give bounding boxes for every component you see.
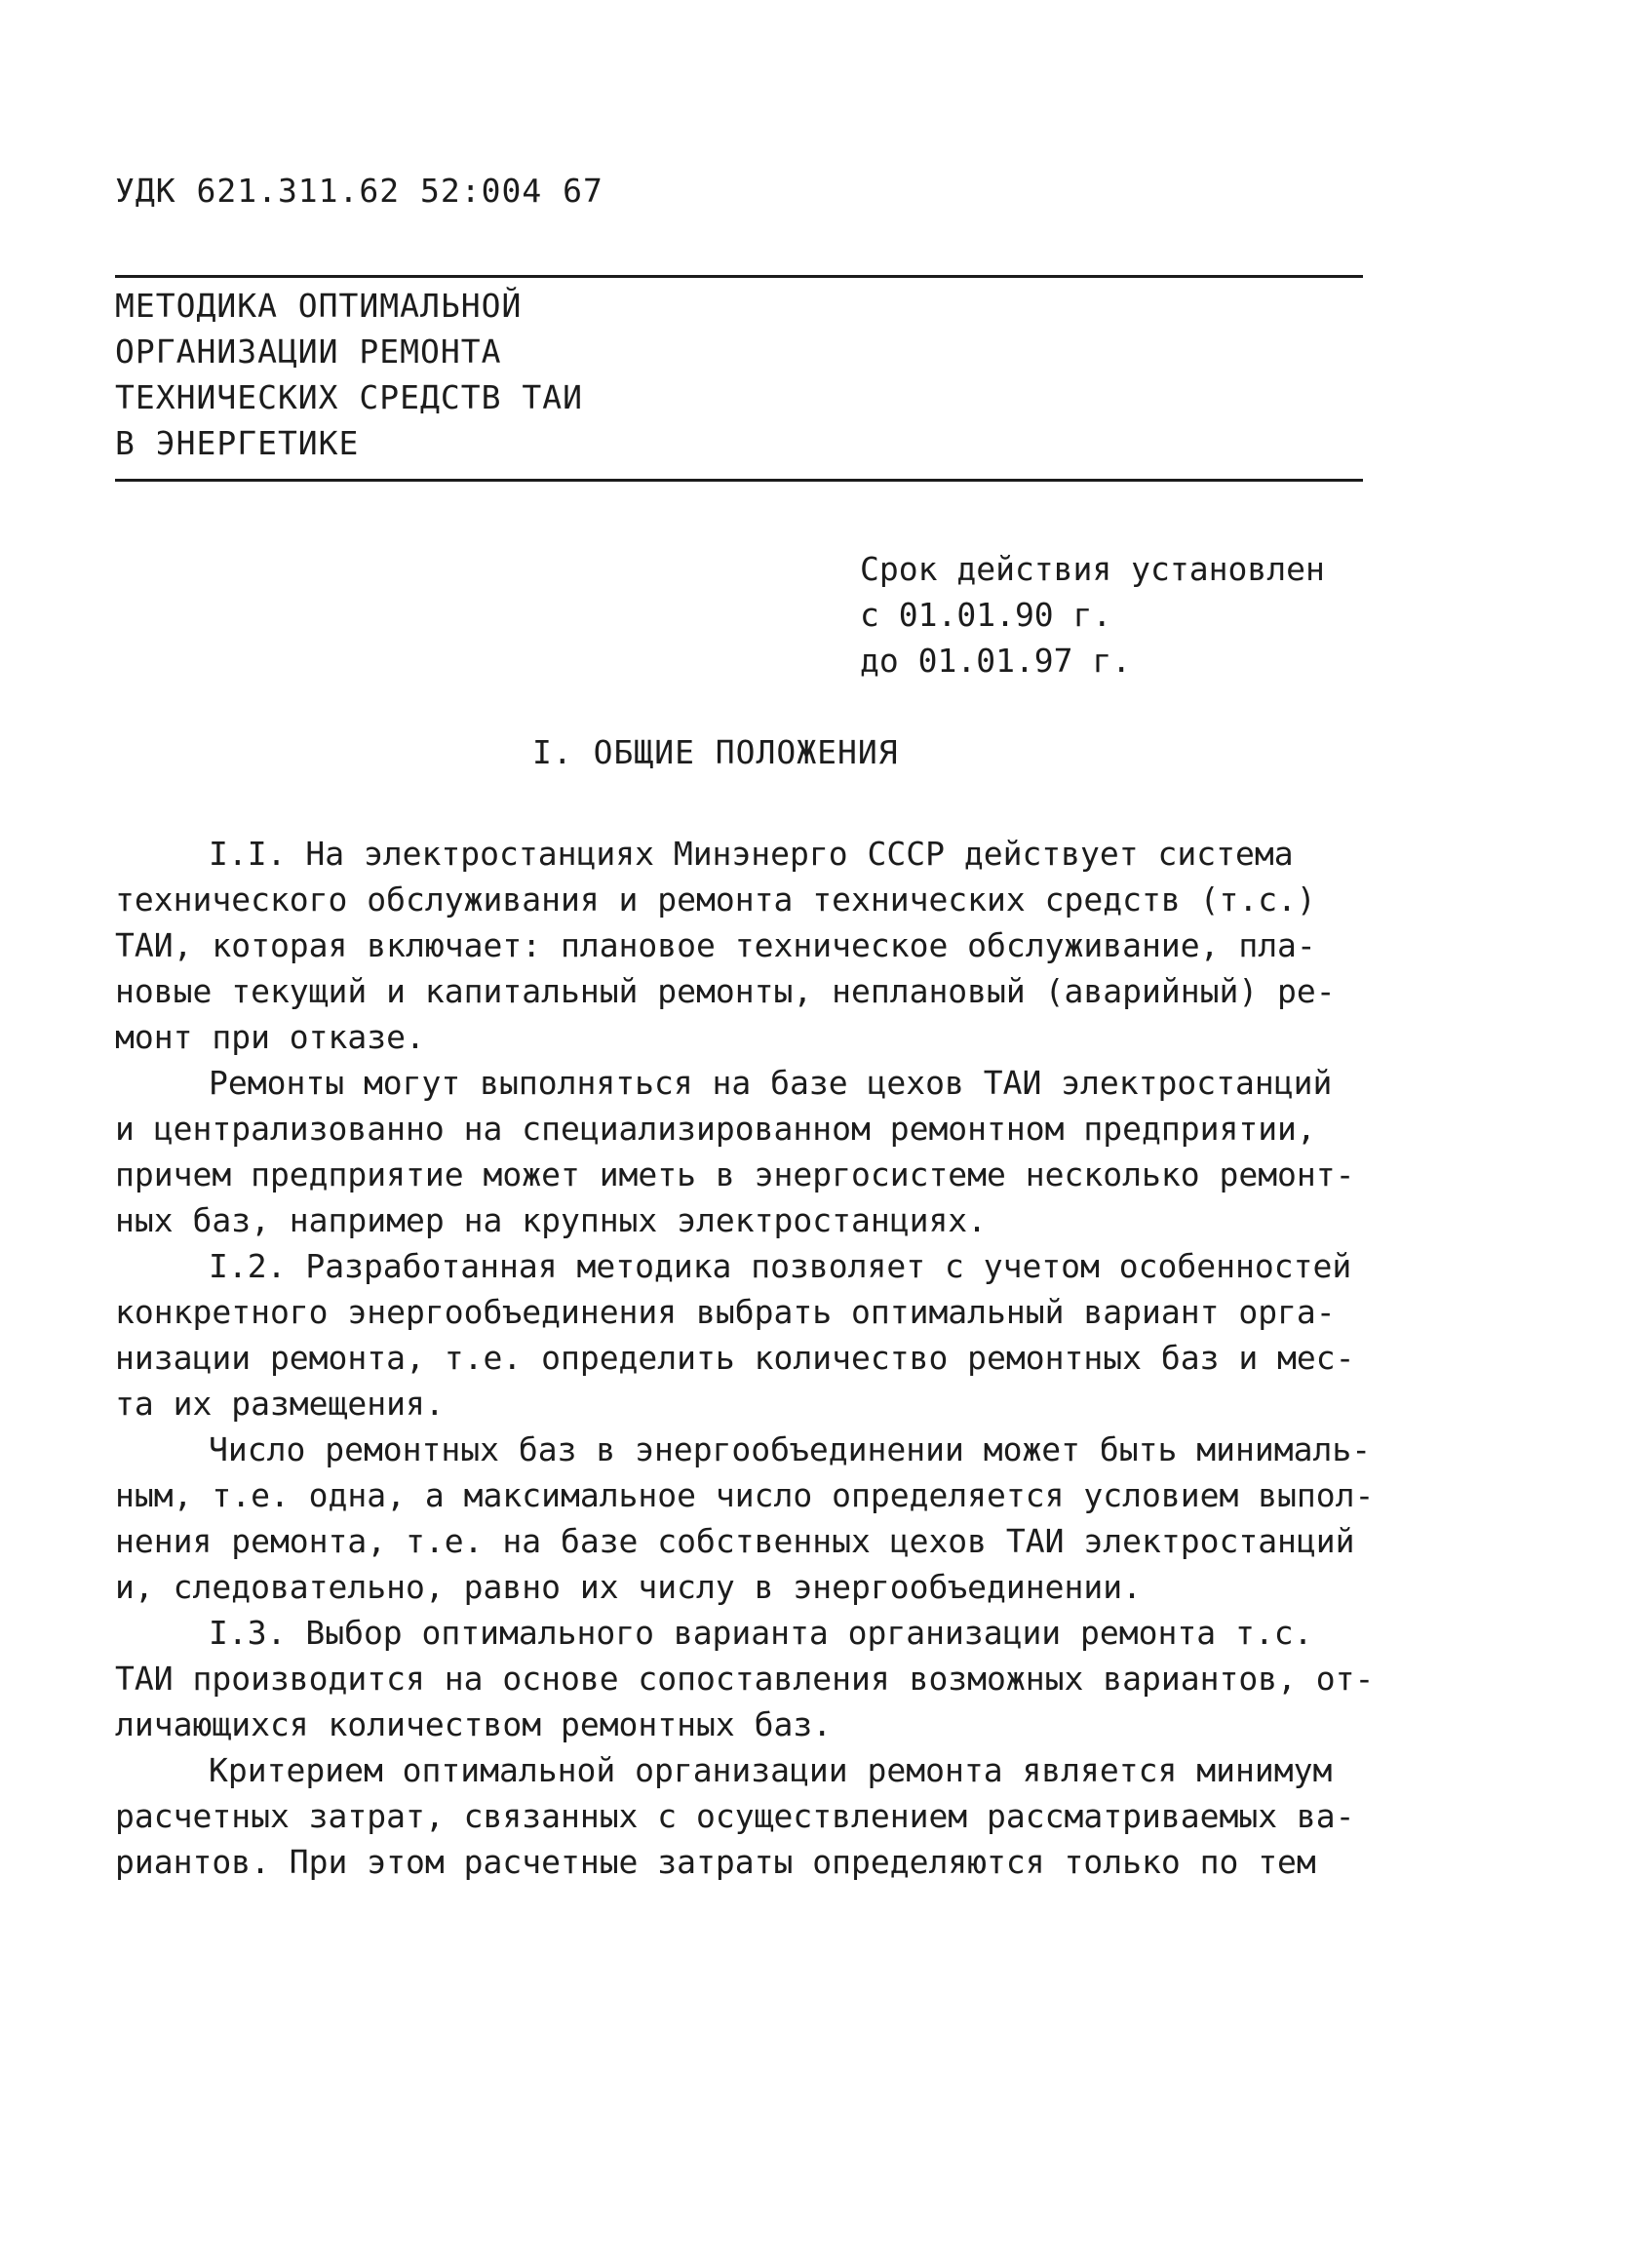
body-text (115, 831, 1373, 1885)
validity-line: до 01.01.97 г. (860, 642, 1132, 680)
paragraph-line: конкретного энергообъединения выбрать оптимальный вариант орга- (115, 1293, 1336, 1331)
paragraph-line: ТАИ производится на основе сопоставления возможных вариантов, от- (115, 1660, 1375, 1698)
section-heading: I. ОБЩИЕ ПОЛОЖЕНИЯ (532, 733, 899, 771)
paragraph-line: I.I. На электростанциях Минэнерго СССР действует система (209, 835, 1294, 873)
validity-line: Срок действия установлен (860, 550, 1325, 588)
title-line: МЕТОДИКА ОПТИМАЛЬНОЙ (115, 287, 523, 325)
title-bottom-rule (115, 479, 1363, 482)
paragraph-line: ТАИ, которая включает: плановое техническое обслуживание, пла- (115, 926, 1316, 964)
udk-classification: УДК 621.311.62 52:004 67 (115, 172, 603, 210)
title-top-rule (115, 275, 1363, 278)
paragraph-line: ных баз, например на крупных электростанциях. (115, 1201, 988, 1239)
paragraph-line: та их размещения. (115, 1385, 445, 1423)
paragraph-line: нения ремонта, т.е. на базе собственных цехов ТАИ электростанций (115, 1522, 1355, 1560)
document-title (115, 283, 583, 466)
paragraph-line: I.2. Разработанная методика позволяет с учетом особенностей (209, 1247, 1352, 1285)
paragraph-line: Критерием оптимальной организации ремонта является минимум (209, 1751, 1333, 1789)
title-line: ТЕХНИЧЕСКИХ СРЕДСТВ ТАИ (115, 378, 583, 416)
paragraph-line: Ремонты могут выполняться на базе цехов ТАИ электростанций (209, 1064, 1333, 1102)
paragraph-line: новые текущий и капитальный ремонты, неплановый (аварийный) ре- (115, 972, 1336, 1010)
paragraph-line: I.3. Выбор оптимального варианта организации ремонта т.с. (209, 1614, 1313, 1652)
paragraph-line: личающихся количеством ремонтных баз. (115, 1705, 833, 1743)
paragraph-line: расчетных затрат, связанных с осуществлением рассматриваемых ва- (115, 1797, 1355, 1835)
paragraph-line: риантов. При этом расчетные затраты определяются только по тем (115, 1843, 1316, 1881)
paragraph-line: и централизованно на специализированном ремонтном предприятии, (115, 1110, 1316, 1148)
title-line: ОРГАНИЗАЦИИ РЕМОНТА (115, 332, 502, 371)
paragraph-line: монт при отказе. (115, 1018, 425, 1056)
paragraph-line: технического обслуживания и ремонта технических средств (т.с.) (115, 880, 1316, 919)
paragraph-line: и, следовательно, равно их числу в энергообъединении. (115, 1568, 1142, 1606)
paragraph-line: причем предприятие может иметь в энергосистеме несколько ремонт- (115, 1155, 1355, 1193)
paragraph-line: низации ремонта, т.е. определить количество ремонтных баз и мес- (115, 1339, 1355, 1377)
title-line: В ЭНЕРГЕТИКЕ (115, 424, 360, 462)
validity-line: с 01.01.90 г. (860, 596, 1112, 634)
paragraph-line: ным, т.е. одна, а максимальное число определяется условием выпол- (115, 1476, 1375, 1514)
paragraph-line: Число ремонтных баз в энергообъединении может быть минималь- (209, 1430, 1372, 1468)
validity-period (860, 546, 1325, 684)
